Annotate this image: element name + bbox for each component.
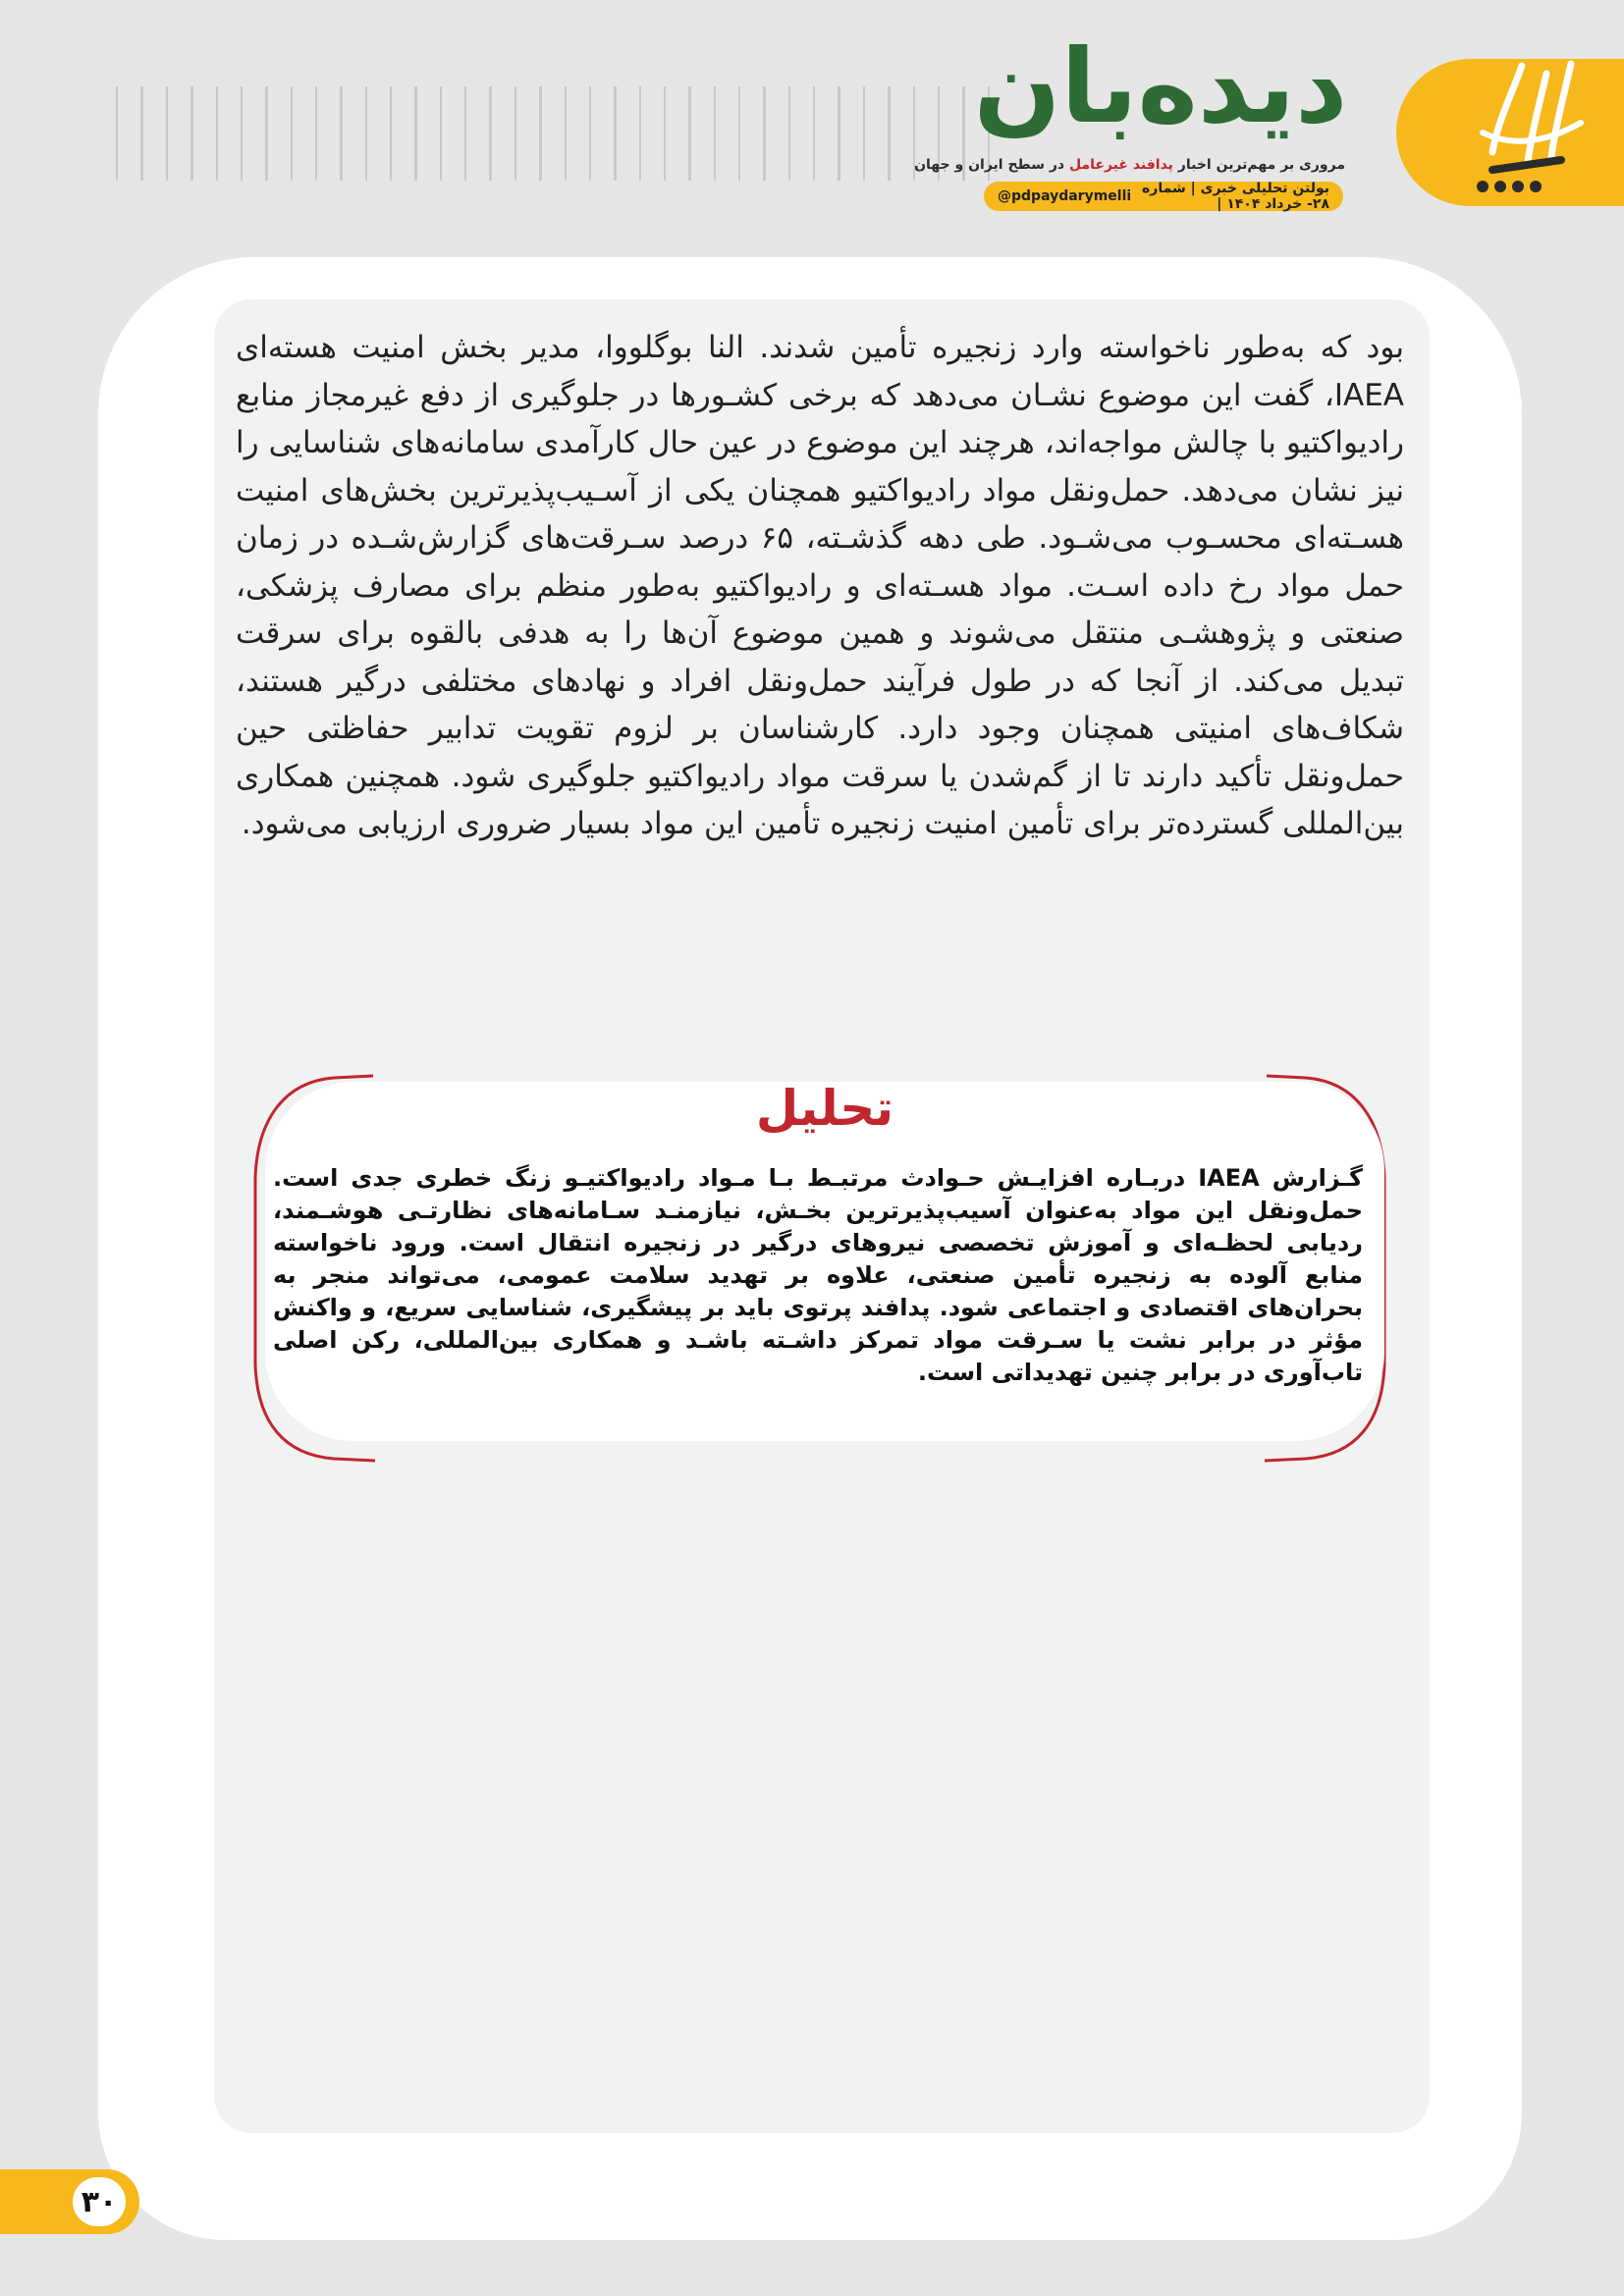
- tagline-pre: مروری بر مهم‌ترین اخبار: [1172, 157, 1345, 173]
- issue-info-bar: [984, 182, 1343, 211]
- analysis-paragraph: گـزارش IAEA دربـاره افزایـش حـوادث مرتبـط بـا مـواد رادیواکتیـو زنگ خطری جدی است. حمل‌ونقل این مواد به‌عنوان آسیب‌پذیرترین بخـش، نیازمنـد سـامانه‌های نظارتـی هوشـمند، ردیابی لحظـه‌ای و آموزش تخصصی نیروهای درگیر در زنجیره انتقال است. ورود ناخواسته منابع آلوده به زنجیره تأمین صنعتی، علاوه بر تهدید سلامت عمومی، می‌تواند منجر به بحران‌های اقتصادی و اجتماعی شود. پدافند پرتوی باید بر پیشگیری، شناسایی سریع، و واکنش مؤثر در برابر نشت یا سـرقت مواد تمرکز داشـته باشـد و همکاری بین‌المللی، رکن اصلی تاب‌آوری در برابر چنین تهدیداتی است.: [273, 1164, 1363, 1386]
- analysis-title: تحلیل: [755, 1080, 894, 1137]
- social-handle[interactable]: @pdpaydarymelli: [998, 188, 1132, 204]
- analysis-body: [273, 1162, 1363, 1389]
- tagline-post: در سطح ایران و جهان: [914, 157, 1069, 173]
- tagline-accent: پدافند غیرعامل: [1068, 157, 1173, 173]
- issue-info: بولتن تحلیلی خبری | شماره ۲۸- خرداد ۱۴۰۴ |: [1142, 181, 1329, 212]
- article-body: [236, 324, 1404, 848]
- article-paragraph: بود که به‌طور ناخواسته وارد زنجیره تأمین شدند. النا بوگلووا، مدیر بخش امنیت هسته‌ای IAEA، گفت این موضوع نشـان می‌دهد که برخی کشـورها در جلوگیری از دفع غیرمجاز منابع رادیواکتیو با چالش مواجه‌اند، هرچند این موضوع در عین حال کارآمدی سامانه‌های شناسایی را نیز نشان می‌دهد. حمل‌ونقل مواد رادیواکتیو همچنان یکی از آسـیب‌پذیرترین بخش‌های امنیت هسـته‌ای محسـوب می‌شـود. طی دهه گذشـته، ۶۵ درصد سـرقت‌های گزارش‌شـده در زمان حمل مواد رخ داده اسـت. مواد هسـته‌ای و رادیواکتیو به‌طور منظم برای مصارف پزشکی، صنعتی و پژوهشـی منتقل می‌شوند و همین موضوع آن‌ها را به هدفی بالقوه برای سرقت تبدیل می‌کند. از آنجا که در طول فرآیند حمل‌ونقل افراد و نهادهای مختلفی درگیر هستند، شکاف‌های امنیتی همچنان وجود دارد. کارشناسان بر لزوم تقویت تدابیر حفاظتی حین حمل‌ونقل تأکید دارند تا از گم‌شدن یا سرقت مواد رادیواکتیو جلوگیری شود. همچنین همکاری بین‌المللی گسترده‌تر برای تأمین امنیت زنجیره تأمین این مواد بسیار ضروری ارزیابی می‌شود.: [236, 330, 1404, 841]
- header-stripes: [116, 86, 990, 181]
- magazine-title-logo: [977, 22, 1345, 149]
- tagline: [914, 157, 1345, 173]
- brand-logo: [1453, 54, 1600, 211]
- page-number: ۳۰: [73, 2177, 126, 2226]
- magazine-title: دیده‌بان: [977, 27, 1345, 146]
